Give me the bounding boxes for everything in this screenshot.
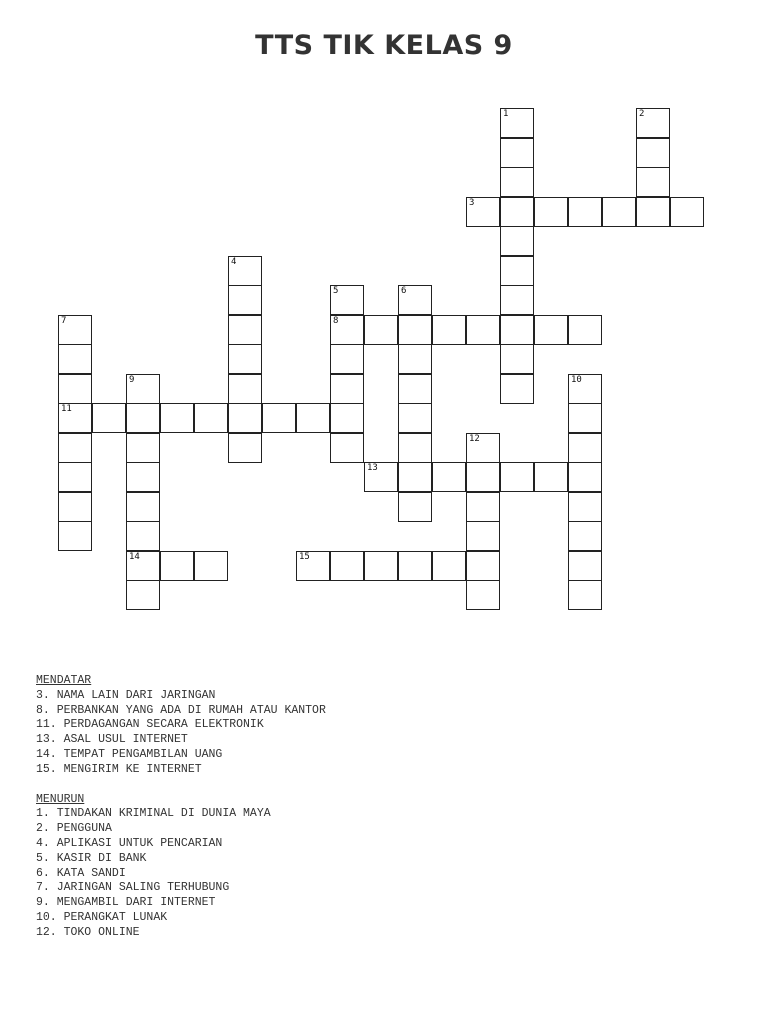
crossword-cell[interactable] bbox=[568, 551, 602, 581]
crossword-cell[interactable] bbox=[500, 344, 534, 374]
crossword-cell[interactable] bbox=[160, 551, 194, 581]
crossword-cell[interactable] bbox=[330, 551, 364, 581]
crossword-cell[interactable] bbox=[466, 433, 500, 463]
crossword-cell[interactable] bbox=[500, 197, 534, 227]
crossword-cell[interactable] bbox=[228, 344, 262, 374]
crossword-cell[interactable] bbox=[568, 374, 602, 404]
menurun-heading: MENURUN bbox=[36, 792, 85, 806]
crossword-cell[interactable] bbox=[466, 315, 500, 345]
crossword-cell[interactable] bbox=[58, 344, 92, 374]
clue-number: 15 bbox=[299, 551, 310, 562]
clue-number: 13 bbox=[367, 463, 378, 473]
crossword-cell[interactable] bbox=[534, 197, 568, 227]
clue-item: 5. KASIR DI BANK bbox=[36, 851, 147, 865]
crossword-cell[interactable] bbox=[330, 403, 364, 433]
crossword-cell[interactable] bbox=[330, 374, 364, 404]
crossword-cell[interactable] bbox=[58, 521, 92, 551]
crossword-cell[interactable] bbox=[466, 580, 500, 610]
crossword-cell[interactable] bbox=[432, 315, 466, 345]
clue-number: 11 bbox=[61, 404, 72, 414]
crossword-cell[interactable] bbox=[228, 285, 262, 315]
crossword-cell[interactable] bbox=[568, 580, 602, 610]
clue-item: 8. PERBANKAN YANG ADA DI RUMAH ATAU KANTOR bbox=[36, 703, 326, 717]
crossword-cell[interactable] bbox=[568, 315, 602, 345]
crossword-cell[interactable] bbox=[636, 197, 670, 227]
crossword-cell[interactable] bbox=[58, 433, 92, 463]
crossword-cell[interactable] bbox=[432, 551, 466, 581]
crossword-cell[interactable] bbox=[602, 197, 636, 227]
crossword-cell[interactable] bbox=[126, 551, 160, 581]
crossword-cell[interactable] bbox=[126, 492, 160, 522]
crossword-cell[interactable] bbox=[58, 315, 92, 345]
crossword-cell[interactable] bbox=[364, 315, 398, 345]
crossword-cell[interactable] bbox=[432, 462, 466, 492]
crossword-cell[interactable] bbox=[364, 551, 398, 581]
crossword-cell[interactable] bbox=[330, 344, 364, 374]
clue-item: 7. JARINGAN SALING TERHUBUNG bbox=[36, 881, 230, 895]
crossword-cell[interactable] bbox=[330, 433, 364, 463]
crossword-cell[interactable] bbox=[500, 167, 534, 197]
crossword-cell[interactable] bbox=[500, 138, 534, 168]
crossword-cell[interactable] bbox=[398, 374, 432, 404]
clue-item: 10. PERANGKAT LUNAK bbox=[36, 910, 168, 924]
crossword-cell[interactable] bbox=[398, 315, 432, 345]
crossword-cell[interactable] bbox=[534, 315, 568, 345]
crossword-cell[interactable] bbox=[58, 403, 92, 433]
clue-number: 8 bbox=[333, 315, 339, 326]
crossword-cell[interactable] bbox=[466, 521, 500, 551]
crossword-cell[interactable] bbox=[500, 108, 534, 138]
clue-number: 1 bbox=[503, 109, 509, 119]
clue-item: 13. ASAL USUL INTERNET bbox=[36, 733, 188, 747]
crossword-cell[interactable] bbox=[534, 462, 568, 492]
mendatar-heading: MENDATAR bbox=[36, 674, 92, 687]
clue-number: 12 bbox=[469, 433, 480, 444]
crossword-cell[interactable] bbox=[398, 492, 432, 522]
clue-item: 1. TINDAKAN KRIMINAL DI DUNIA MAYA bbox=[36, 807, 271, 821]
crossword-cell[interactable] bbox=[330, 315, 364, 345]
clue-item: 3. NAMA LAIN DARI JARINGAN bbox=[36, 688, 216, 702]
crossword-cell[interactable] bbox=[58, 462, 92, 492]
crossword-cell[interactable] bbox=[228, 403, 262, 433]
clue-item: 2. PENGGUNA bbox=[36, 822, 112, 836]
crossword-cell[interactable] bbox=[194, 403, 228, 433]
clue-number: 4 bbox=[231, 256, 237, 267]
crossword-cell[interactable] bbox=[636, 108, 670, 138]
crossword-cell[interactable] bbox=[670, 197, 704, 227]
crossword-cell[interactable] bbox=[466, 551, 500, 581]
crossword-cell[interactable] bbox=[194, 551, 228, 581]
crossword-cell[interactable] bbox=[568, 433, 602, 463]
clue-number: 2 bbox=[639, 109, 645, 119]
crossword-cell[interactable] bbox=[500, 285, 534, 315]
crossword-cell[interactable] bbox=[126, 403, 160, 433]
crossword-cell[interactable] bbox=[262, 403, 296, 433]
crossword-cell[interactable] bbox=[466, 197, 500, 227]
crossword-cell[interactable] bbox=[92, 403, 126, 433]
crossword-cell[interactable] bbox=[398, 403, 432, 433]
crossword-cell[interactable] bbox=[398, 462, 432, 492]
crossword-cell[interactable] bbox=[160, 403, 194, 433]
crossword-cell[interactable] bbox=[500, 256, 534, 286]
crossword-cell[interactable] bbox=[58, 492, 92, 522]
crossword-cell[interactable] bbox=[296, 403, 330, 433]
clue-item: 14. TEMPAT PENGAMBILAN UANG bbox=[36, 747, 223, 761]
crossword-cell[interactable] bbox=[500, 226, 534, 256]
clue-number: 10 bbox=[571, 374, 582, 385]
crossword-cell[interactable] bbox=[398, 285, 432, 315]
crossword-cell[interactable] bbox=[466, 462, 500, 492]
crossword-cell[interactable] bbox=[500, 374, 534, 404]
crossword-cell[interactable] bbox=[568, 197, 602, 227]
crossword-cell[interactable] bbox=[568, 462, 602, 492]
crossword-cell[interactable] bbox=[466, 492, 500, 522]
clue-item: 11. PERDAGANGAN SECARA ELEKTRONIK bbox=[36, 718, 264, 732]
clue-number: 9 bbox=[129, 374, 135, 385]
crossword-cell[interactable] bbox=[126, 433, 160, 463]
crossword-cell[interactable] bbox=[228, 374, 262, 404]
crossword-cell[interactable] bbox=[126, 462, 160, 492]
crossword-cell[interactable] bbox=[568, 403, 602, 433]
crossword-cell[interactable] bbox=[228, 256, 262, 286]
clue-number: 7 bbox=[61, 315, 67, 326]
crossword-cell[interactable] bbox=[58, 374, 92, 404]
crossword-cell[interactable] bbox=[568, 521, 602, 551]
crossword-cell[interactable] bbox=[568, 492, 602, 522]
crossword-cell[interactable] bbox=[398, 433, 432, 463]
crossword-cell[interactable] bbox=[228, 315, 262, 345]
clue-item: 15. MENGIRIM KE INTERNET bbox=[36, 762, 202, 776]
crossword-cell[interactable] bbox=[364, 462, 398, 492]
crossword-cell[interactable] bbox=[398, 551, 432, 581]
clue-number: 3 bbox=[469, 197, 475, 208]
clue-item: 4. APLIKASI UNTUK PENCARIAN bbox=[36, 836, 223, 850]
clue-item: 12. TOKO ONLINE bbox=[36, 925, 140, 939]
crossword-cell[interactable] bbox=[228, 433, 262, 463]
clue-number: 14 bbox=[129, 551, 140, 562]
crossword-cell[interactable] bbox=[636, 167, 670, 197]
crossword-cell[interactable] bbox=[126, 374, 160, 404]
page-title: TTS TIK KELAS 9 bbox=[255, 30, 513, 61]
clue-number: 5 bbox=[333, 286, 339, 296]
crossword-cell[interactable] bbox=[500, 315, 534, 345]
crossword-cell[interactable] bbox=[398, 344, 432, 374]
crossword-cell[interactable] bbox=[636, 138, 670, 168]
crossword-cell[interactable] bbox=[126, 580, 160, 610]
crossword-cell[interactable] bbox=[296, 551, 330, 581]
clue-number: 6 bbox=[401, 286, 407, 296]
clue-item: 9. MENGAMBIL DARI INTERNET bbox=[36, 896, 216, 910]
clue-list bbox=[36, 674, 736, 941]
clue-item: 6. KATA SANDI bbox=[36, 866, 126, 880]
crossword-cell[interactable] bbox=[330, 285, 364, 315]
crossword-cell[interactable] bbox=[126, 521, 160, 551]
crossword-cell[interactable] bbox=[500, 462, 534, 492]
